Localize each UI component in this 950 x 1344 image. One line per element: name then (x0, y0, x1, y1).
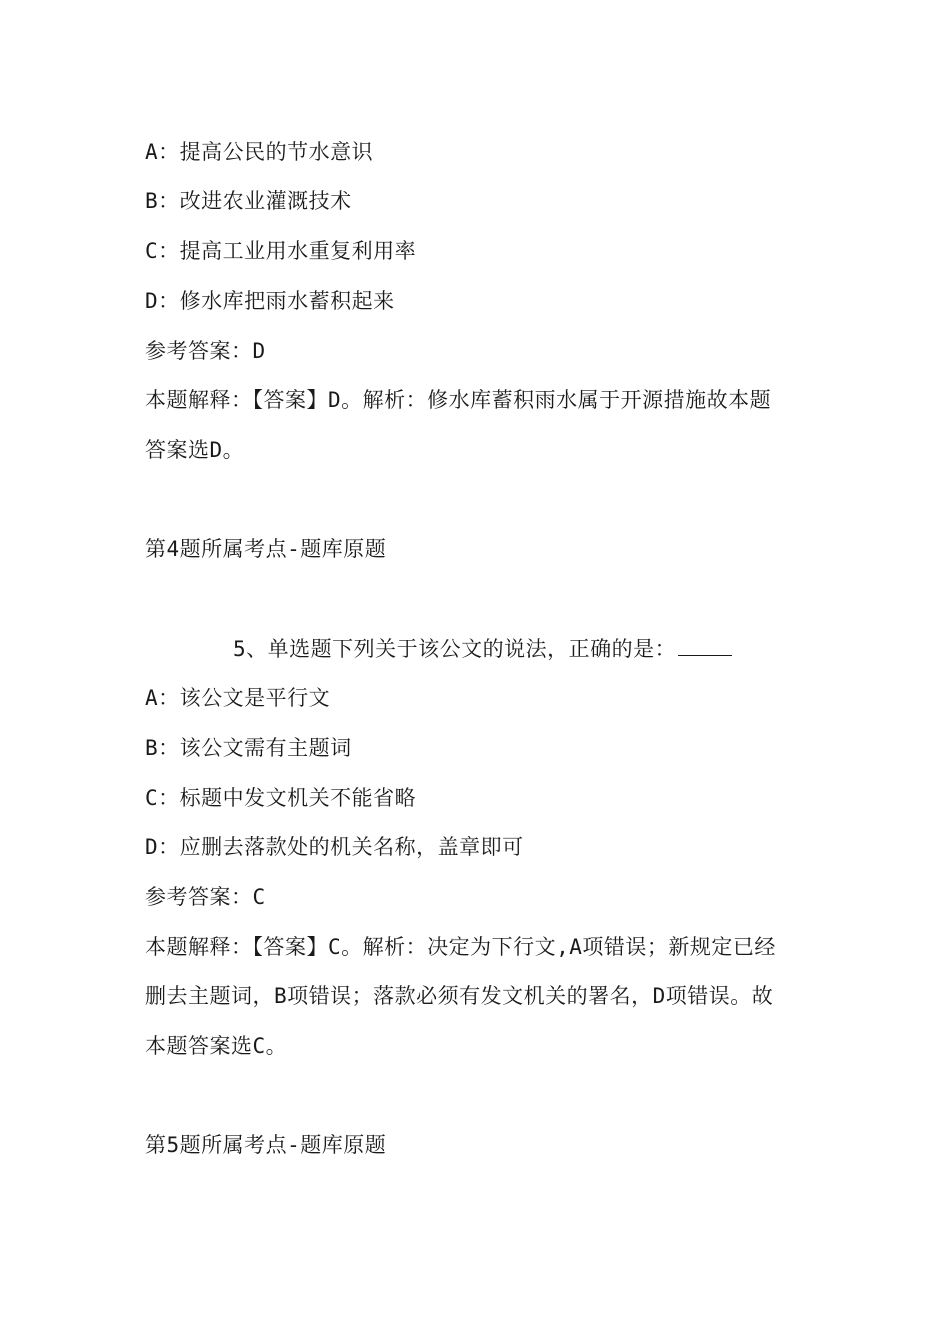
q5-option-d: D：应删去落款处的机关名称，盖章即可 (145, 835, 524, 859)
q4-option-a: A：提高公民的节水意识 (145, 140, 374, 164)
q5-answer: 参考答案：C (145, 885, 266, 909)
q4-answer: 参考答案：D (145, 339, 266, 363)
q4-option-c: C：提高工业用水重复利用率 (145, 239, 417, 263)
q5-explanation-line-3: 本题答案选C。 (145, 1034, 288, 1058)
q5-option-a: A：该公文是平行文 (145, 686, 331, 710)
q5-option-c: C：标题中发文机关不能省略 (145, 786, 417, 810)
q5-source-note: 第5题所属考点-题库原题 (145, 1133, 387, 1157)
q4-explanation-line-1: 本题解释：【答案】D。解析：修水库蓄积雨水属于开源措施故本题 (145, 388, 772, 412)
q4-explanation-line-2: 答案选D。 (145, 438, 245, 462)
q5-question-text: 5、单选题下列关于该公文的说法，正确的是： (233, 637, 677, 661)
q5-explanation-line-2: 删去主题词，B项错误；落款必须有发文机关的署名，D项错误。故 (145, 984, 774, 1008)
q5-question-stem (233, 635, 732, 663)
q5-option-b: B：该公文需有主题词 (145, 736, 352, 760)
q4-option-b: B：改进农业灌溉技术 (145, 189, 352, 213)
q4-option-d: D：修水库把雨水蓄积起来 (145, 289, 395, 313)
answer-blank (678, 635, 732, 656)
q5-explanation-line-1: 本题解释：【答案】C。解析：决定为下行文,A项错误；新规定已经 (145, 935, 776, 959)
q4-source-note: 第4题所属考点-题库原题 (145, 537, 387, 561)
